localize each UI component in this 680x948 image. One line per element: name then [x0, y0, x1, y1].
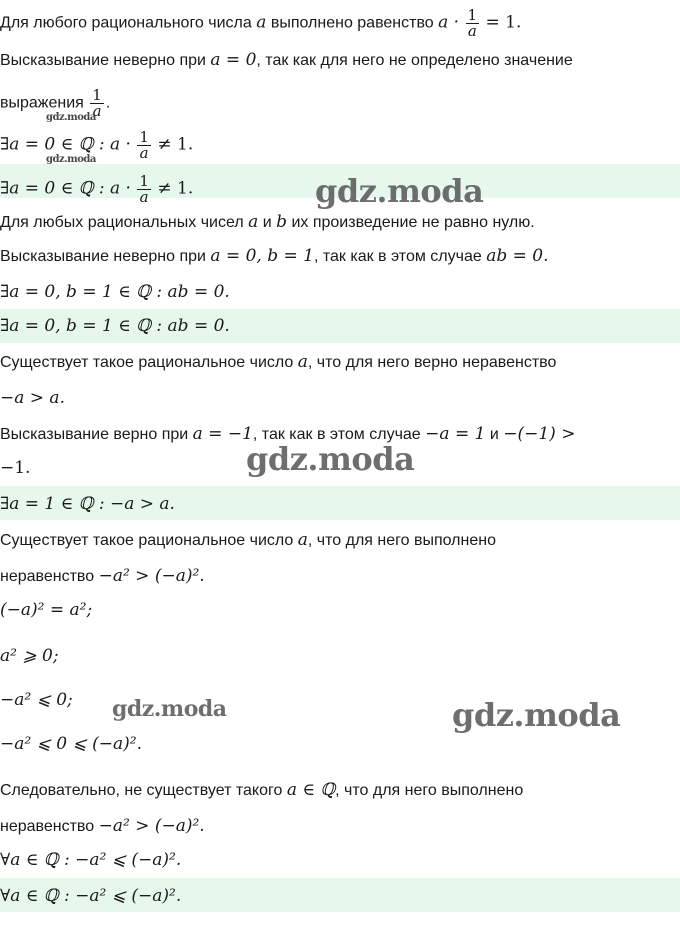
conclusion-4: Следовательно, не существует такого a ∈ ℚ, что для него выполнено [0, 780, 524, 800]
watermark: gdz.moda [315, 172, 484, 210]
explanation-2: Высказывание неверно при a = 0, b = 1, так как в этом случае ab = 0. [0, 246, 549, 266]
answer-3: ∃a = 1 ∈ ℚ : −a > a. [0, 494, 175, 514]
statement-2: Для любых рациональных чисел a и b их произведение не равно нулю. [0, 212, 535, 232]
statement-1: Для любого рационального числа a выполнено равенство a · $\frac{1}{a}$ = 1. [0, 6, 522, 40]
fraction: $\frac{1}{a}$ [467, 6, 478, 40]
fraction: $\frac{1}{a}$ [92, 86, 102, 120]
inequality-3: −a > a. [0, 388, 65, 408]
watermark: gdz.moda [46, 112, 96, 123]
conclusion-4-cont: неравенство −a² > (−a)². [0, 816, 205, 836]
derivation-step-1: (−a)² = a²; [0, 600, 93, 620]
explanation-3: Высказывание верно при a = −1, так как в этом случае −a = 1 и −(−1) > [0, 424, 576, 444]
answer-1: ∃a = 0 ∈ ℚ : a · $\frac{1}{a}$ ≠ 1. [0, 172, 194, 206]
formal-statement-2: ∃a = 0, b = 1 ∈ ℚ : ab = 0. [0, 282, 230, 302]
formal-statement-1: ∃a = 0 ∈ ℚ : a · $\frac{1}{a}$ ≠ 1. [0, 128, 194, 162]
statement-3: Существует такое рациональное число a, что для него верно неравенство [0, 352, 557, 372]
explanation-3-cont: −1. [0, 458, 31, 478]
statement-4: Существует такое рациональное число a, что для него выполнено [0, 530, 496, 550]
answer-2: ∃a = 0, b = 1 ∈ ℚ : ab = 0. [0, 316, 230, 336]
answer-4: ∀a ∈ ℚ : −a² ⩽ (−a)². [0, 886, 182, 906]
derivation-step-3: −a² ⩽ 0; [0, 690, 73, 710]
derivation-step-4: −a² ⩽ 0 ⩽ (−a)². [0, 734, 142, 754]
explanation-1: Высказывание неверно при a = 0, так как для него не определено значение [0, 50, 573, 70]
formal-statement-4: ∀a ∈ ℚ : −a² ⩽ (−a)². [0, 850, 182, 870]
inequality-4: неравенство −a² > (−a)². [0, 566, 205, 586]
derivation-step-2: a² ⩾ 0; [0, 646, 59, 666]
fraction: $\frac{1}{a}$ [139, 172, 149, 206]
watermark: gdz.moda [246, 440, 415, 478]
explanation-1-cont: выражения $\frac{1}{a}$ . [0, 86, 111, 120]
fraction: $\frac{1}{a}$ [139, 128, 149, 162]
watermark: gdz.moda [112, 696, 227, 722]
watermark: gdz.moda [452, 696, 621, 734]
watermark: gdz.moda [46, 154, 96, 165]
